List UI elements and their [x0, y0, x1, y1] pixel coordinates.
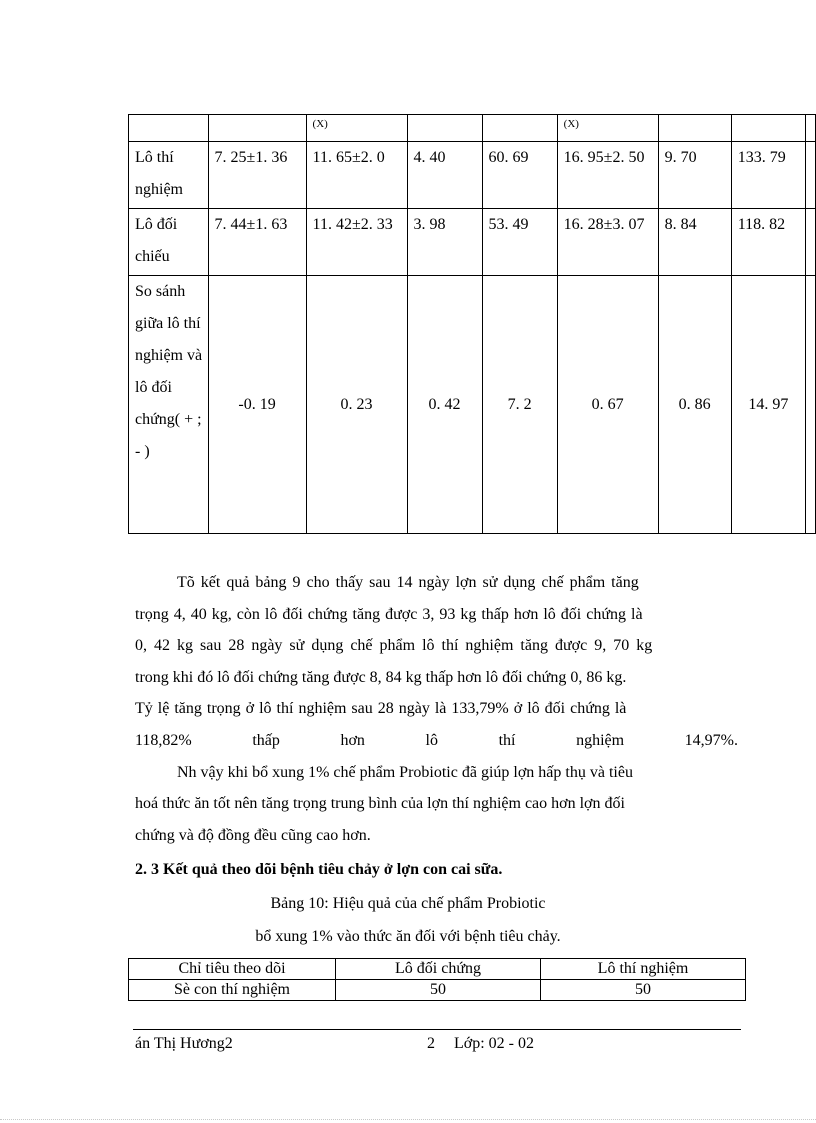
- header-cell: [658, 115, 731, 142]
- table-cell: 16. 28±3. 07: [557, 209, 658, 276]
- table-header-row: [129, 115, 816, 142]
- table-cell: 0. 23: [306, 276, 407, 534]
- word: 14,97%.: [684, 731, 738, 749]
- word: thấp: [252, 731, 280, 749]
- header-cell: [482, 115, 557, 142]
- page-bottom-border: [0, 1119, 816, 1120]
- table-cell: 8. 84: [658, 209, 731, 276]
- text-line: hoá thức ăn tốt nên tăng trọng trung bình của lợn thí nghiệm cao hơn lợn đối: [135, 795, 625, 813]
- page-number: 2: [427, 1035, 435, 1052]
- table-cell: 7. 25±1. 36: [208, 142, 306, 209]
- table-cell: 50: [541, 980, 746, 1001]
- table-cell: Sè con thí nghiệm: [129, 980, 336, 1001]
- row-label: Lô đối chiếu: [129, 209, 209, 276]
- header-cell: Lô đối chứng: [336, 959, 541, 980]
- table-cell: 11. 65±2. 0: [306, 142, 407, 209]
- footer-class: Lớp: 02 - 02: [454, 1035, 535, 1052]
- footer-author: án Thị Hương2: [135, 1035, 233, 1052]
- header-cell: (X): [557, 115, 658, 142]
- table-cell: 0. 86: [658, 276, 731, 534]
- word: nghiệm: [576, 731, 625, 749]
- table-header-row: [129, 959, 746, 980]
- table-cell: [805, 276, 815, 534]
- table-cell: [805, 209, 815, 276]
- text-line: Tỷ lệ tăng trọng ở lô thí nghiệm sau 28 ngày là 133,79% ở lô đối chứng là: [135, 700, 627, 718]
- text-line: trọng 4, 40 kg, còn lô đối chứng tăng được 3, 93 kg thấp hơn lô đối chứng là: [135, 605, 643, 623]
- header-cell: [731, 115, 805, 142]
- table-caption: Bảng 10: Hiệu quả của chế phẩm Probiotic: [270, 895, 546, 912]
- table-caption-line2: bổ xung 1% vào thức ăn đối với bệnh tiêu chảy.: [255, 928, 561, 945]
- table-cell: 16. 95±2. 50: [557, 142, 658, 209]
- table-row-control: [129, 209, 816, 276]
- header-cell: [208, 115, 306, 142]
- header-cell: [129, 115, 209, 142]
- text-line: 0, 42 kg sau 28 ngày sử dụng chế phẩm lô thí nghiệm tăng được 9, 70 kg: [135, 637, 653, 655]
- text-line: Tõ kết quả bảng 9 cho thấy sau 14 ngày lợn sử dụng chế phẩm tăng: [177, 574, 639, 591]
- table-cell: -0. 19: [208, 276, 306, 534]
- header-cell: [407, 115, 482, 142]
- table-cell: 7. 44±1. 63: [208, 209, 306, 276]
- table-cell: 0. 67: [557, 276, 658, 534]
- table-cell: 9. 70: [658, 142, 731, 209]
- text-line: trong khi đó lô đối chứng tăng được 8, 84 kg thấp hơn lô đối chứng 0, 86 kg.: [135, 668, 627, 686]
- text-line-justified: [135, 725, 738, 757]
- row-label: So sánh giữa lô thí nghiệm và lô đối chứng( + ; - ): [129, 276, 209, 534]
- header-cell: Lô thí nghiệm: [541, 959, 746, 980]
- word: thí: [498, 731, 516, 749]
- table-row-experimental: [129, 142, 816, 209]
- header-cell: Chỉ tiêu theo dõi: [129, 959, 336, 980]
- row-label: Lô thí nghiệm: [129, 142, 209, 209]
- table-cell: 14. 97: [731, 276, 805, 534]
- table-row-comparison: [129, 276, 816, 534]
- footer-divider: [133, 1029, 741, 1030]
- section-heading: 2. 3 Kết quả theo dõi bệnh tiêu chảy ở lợn con cai sữa.: [135, 861, 503, 878]
- table-cell: [805, 142, 815, 209]
- growth-results-table: [128, 114, 816, 534]
- table-cell: 0. 42: [407, 276, 482, 534]
- table-cell: 3. 98: [407, 209, 482, 276]
- table-cell: 4. 40: [407, 142, 482, 209]
- word: 118,82%: [135, 731, 192, 749]
- table-cell: 118. 82: [731, 209, 805, 276]
- diarrhea-results-table: [128, 958, 746, 1001]
- word: lô: [425, 731, 438, 749]
- word: hơn: [340, 731, 365, 749]
- header-cell: (X): [306, 115, 407, 142]
- header-cell: [805, 115, 815, 142]
- results-paragraph: [135, 567, 738, 851]
- text-line: chứng và độ đồng đều cũng cao hơn.: [135, 826, 371, 844]
- table-row: [129, 980, 746, 1001]
- table-cell: 53. 49: [482, 209, 557, 276]
- text-line: Nh vậy khi bổ xung 1% chế phẩm Probiotic đã giúp lợn hấp thụ và tiêu: [177, 763, 633, 781]
- table-cell: 133. 79: [731, 142, 805, 209]
- table-cell: 50: [336, 980, 541, 1001]
- table-cell: 60. 69: [482, 142, 557, 209]
- table-cell: 11. 42±2. 33: [306, 209, 407, 276]
- table-cell: 7. 2: [482, 276, 557, 534]
